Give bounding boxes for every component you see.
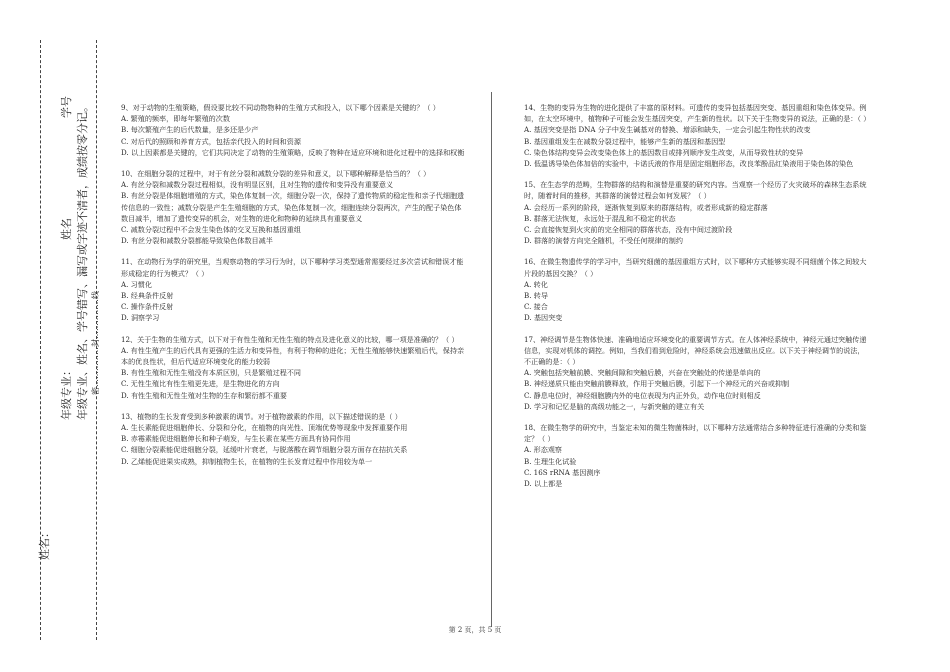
answer-option: C. 接合 [524, 302, 548, 312]
question-block [121, 256, 466, 323]
answer-option: A. 会经历一系列的阶段，逐渐恢复到原来的群落结构，或者形成新的稳定群落 [524, 202, 768, 212]
answer-option: A. 转化 [524, 279, 548, 289]
answer-option: C. 染色体结构变异会改变染色体上的基因数目或排列顺序发生改变，从而导致性状的变异 [524, 147, 804, 157]
question-stem: 17、神经调节是生物体快速、准确地适应环境变化的重要调节方式。在人体神经系统中，神经元通过突触传递信息，实现对机体的调控。例如，当我们看到危险时，神经系统会迅速做出反应。以下关于神经调节的说法，不正确的是：（ ） [524, 334, 867, 367]
answer-option: A. 形态观察 [524, 445, 563, 455]
question-block [524, 256, 869, 323]
answer-option: B. 有丝分裂是体细胞增殖的方式，染色体复制一次，细胞分裂一次，保持了遗传物质的稳定性和亲子代细胞遗传信息的一致性；减数分裂是产生生殖细胞的方式，染色体复制一次，细胞连续分裂两次，产生的配子染色体数目减半，增加了遗传变异的机会，对生物的进化和物种的延续具有重要意义 [121, 191, 465, 223]
question-stem: 11、在动物行为学的研究里，当观察动物的学习行为时，以下哪种学习类型通常需要经过多次尝试和错误才能形成稳定的行为模式？（ ） [121, 257, 464, 278]
answer-option: C. 静息电位时，神经细胞膜内外的电位表现为内正外负，动作电位时则相反 [524, 390, 761, 400]
answer-option: B. 生理生化试验 [524, 456, 577, 466]
question-block [524, 334, 869, 412]
answer-option: A. 习惯化 [121, 279, 152, 289]
left-column [121, 102, 466, 477]
answer-option: B. 每次繁殖产生的后代数量，是多还是少产 [121, 125, 259, 135]
student-id-label: 学号 [60, 96, 73, 118]
question-block [524, 422, 869, 489]
question-block [121, 102, 466, 158]
question-block [524, 102, 869, 169]
answer-option: B. 有性生殖和无性生殖没有本质区别，只是繁殖过程不同 [121, 368, 301, 378]
answer-option: A. 突触包括突触前膜、突触间隙和突触后膜，兴奋在突触处的传递是单向的 [524, 368, 761, 378]
answer-option: B. 神经递质只能由突触前膜释放，作用于突触后膜，引起下一个神经元的兴奋或抑制 [524, 379, 790, 389]
answer-option: D. 乙烯能促进果实成熟，抑制植物生长，在植物的生长发育过程中作用较为单一 [121, 456, 373, 466]
answer-option: D. 群落的演替方向完全随机，不受任何规律的制约 [524, 236, 683, 246]
answer-option: B. 经典条件反射 [121, 291, 174, 301]
question-block [524, 179, 869, 246]
question-stem: 12、关于生物的生殖方式，以下对于有性生殖和无性生殖的特点及进化意义的比较，哪一项是准确的？（ ） [121, 334, 459, 344]
answer-option: C. 会直接恢复到火灾前的完全相同的群落状态，没有中间过渡阶段 [524, 225, 733, 235]
question-stem: 13、植物的生长发育受到多种激素的调节。对于植物激素的作用，以下描述错误的是（ ） [121, 411, 402, 421]
answer-option: C. 无性生殖比有性生殖更先进，是生物进化的方向 [121, 379, 280, 389]
question-block [121, 168, 466, 246]
answer-option: D. 基因突变 [524, 313, 563, 323]
answer-option: B. 转导 [524, 291, 548, 301]
answer-option: C. 对后代的照顾和养育方式，包括亲代投入的时间和资源 [121, 136, 301, 146]
question-stem: 14、生物的变异为生物的进化提供了丰富的原材料。可遗传的变异包括基因突变、基因重组和染色体变异。例如，在太空环境中，植物种子可能会发生基因突变，产生新的性状。以下关于生物变异的说法，正确的是：（ ） [524, 103, 871, 124]
answer-option: D. 以上都是 [524, 479, 563, 489]
question-stem: 18、在微生物学的研究中，当鉴定未知的微生物菌株时，以下哪种方法通常结合多种特征进行准确的分类和鉴定？（ ） [524, 423, 867, 444]
answer-option: C. 减数分裂过程中不会发生染色体的交叉互换和基因重组 [121, 225, 301, 235]
answer-option: A. 有性生殖产生的后代具有更强的生活力和变异性，有利于物种的进化；无性生殖能够快速繁殖后代，保持亲本的优良性状，但后代适应环境变化的能力较弱 [121, 345, 465, 367]
student-name-label: 姓名 [60, 218, 73, 240]
name-label: 姓名： [38, 527, 51, 560]
answer-option: A. 繁殖的频率，即每年繁殖的次数 [121, 114, 230, 124]
answer-option: D. 洞察学习 [121, 313, 160, 323]
answer-option: C. 16S rRNA 基因测序 [524, 467, 601, 477]
answer-option: D. 以上因素都是关键的，它们共同决定了动物的生殖策略，反映了物种在适应环境和进化过程中的选择和权衡 [121, 147, 465, 157]
answer-option: A. 生长素能促进细胞伸长、分裂和分化，在植物的向光性、顶端优势等现象中发挥重要作用 [121, 423, 408, 433]
seal-line-text: 密……………封……………线 [91, 291, 100, 395]
question-stem: 15、在生态学的范畴，生物群落的结构和演替是重要的研究内容。当观察一个经历了火灾破坏的森林生态系统时，随着时间的推移，其群落的演替过程会如何发展？（ ） [524, 180, 867, 201]
question-stem: 9、对于动物的生殖策略，假设要比较不同动物物种的生殖方式和投入，以下哪个因素是关键的？（ ） [121, 103, 440, 112]
question-block [121, 334, 466, 401]
grade-major-label: 年级专业： [60, 365, 73, 420]
column-divider [491, 92, 492, 627]
page-number: 第 2 页，共 5 页 [448, 626, 502, 634]
binding-warning: 年级专业、姓名、学号错写、漏写或字迹不清者，成绩按零分记。 [76, 101, 89, 420]
answer-option: B. 群落无法恢复，永远处于混乱和不稳定的状态 [524, 213, 676, 223]
answer-option: D. 学习和记忆是脑的高级功能之一，与新突触的建立有关 [524, 401, 705, 411]
answer-option: C. 细胞分裂素能促进细胞分裂，延缓叶片衰老，与脱落酸在调节细胞分裂方面存在拮抗关系 [121, 445, 408, 455]
right-column [524, 102, 869, 499]
answer-option: B. 基因重组发生在减数分裂过程中，能够产生新的基因和基因型 [524, 136, 726, 146]
question-stem: 10、在细胞分裂的过程中，对于有丝分裂和减数分裂的差异和意义，以下哪种解释是恰当的？（ ） [121, 169, 431, 179]
answer-option: A. 有丝分裂和减数分裂过程相似，没有明显区别，且对生物的遗传和变异没有重要意义 [121, 180, 394, 190]
answer-option: C. 操作条件反射 [121, 302, 174, 312]
question-stem: 16、在微生物遗传学的学习中，当研究细菌的基因重组方式时，以下哪种方式能够实现不同细菌个体之间较大片段的基因交换？（ ） [524, 257, 867, 278]
question-block [121, 411, 466, 467]
answer-option: D. 有丝分裂和减数分裂都能导致染色体数目减半 [121, 236, 273, 246]
binding-margin [0, 0, 110, 672]
answer-option: A. 基因突变是指 DNA 分子中发生碱基对的替换、增添和缺失，一定会引起生物性状的改变 [524, 125, 811, 135]
answer-option: D. 低温诱导染色体加倍的实验中，卡诺氏液的作用是固定细胞形态，改良苯酚品红染液用于染色体的染色 [524, 159, 854, 169]
answer-option: B. 赤霉素能促进细胞伸长和种子萌发，与生长素在某些方面具有协同作用 [121, 434, 351, 444]
answer-option: D. 有性生殖和无性生殖对生物的生存和繁衍都不重要 [121, 390, 288, 400]
